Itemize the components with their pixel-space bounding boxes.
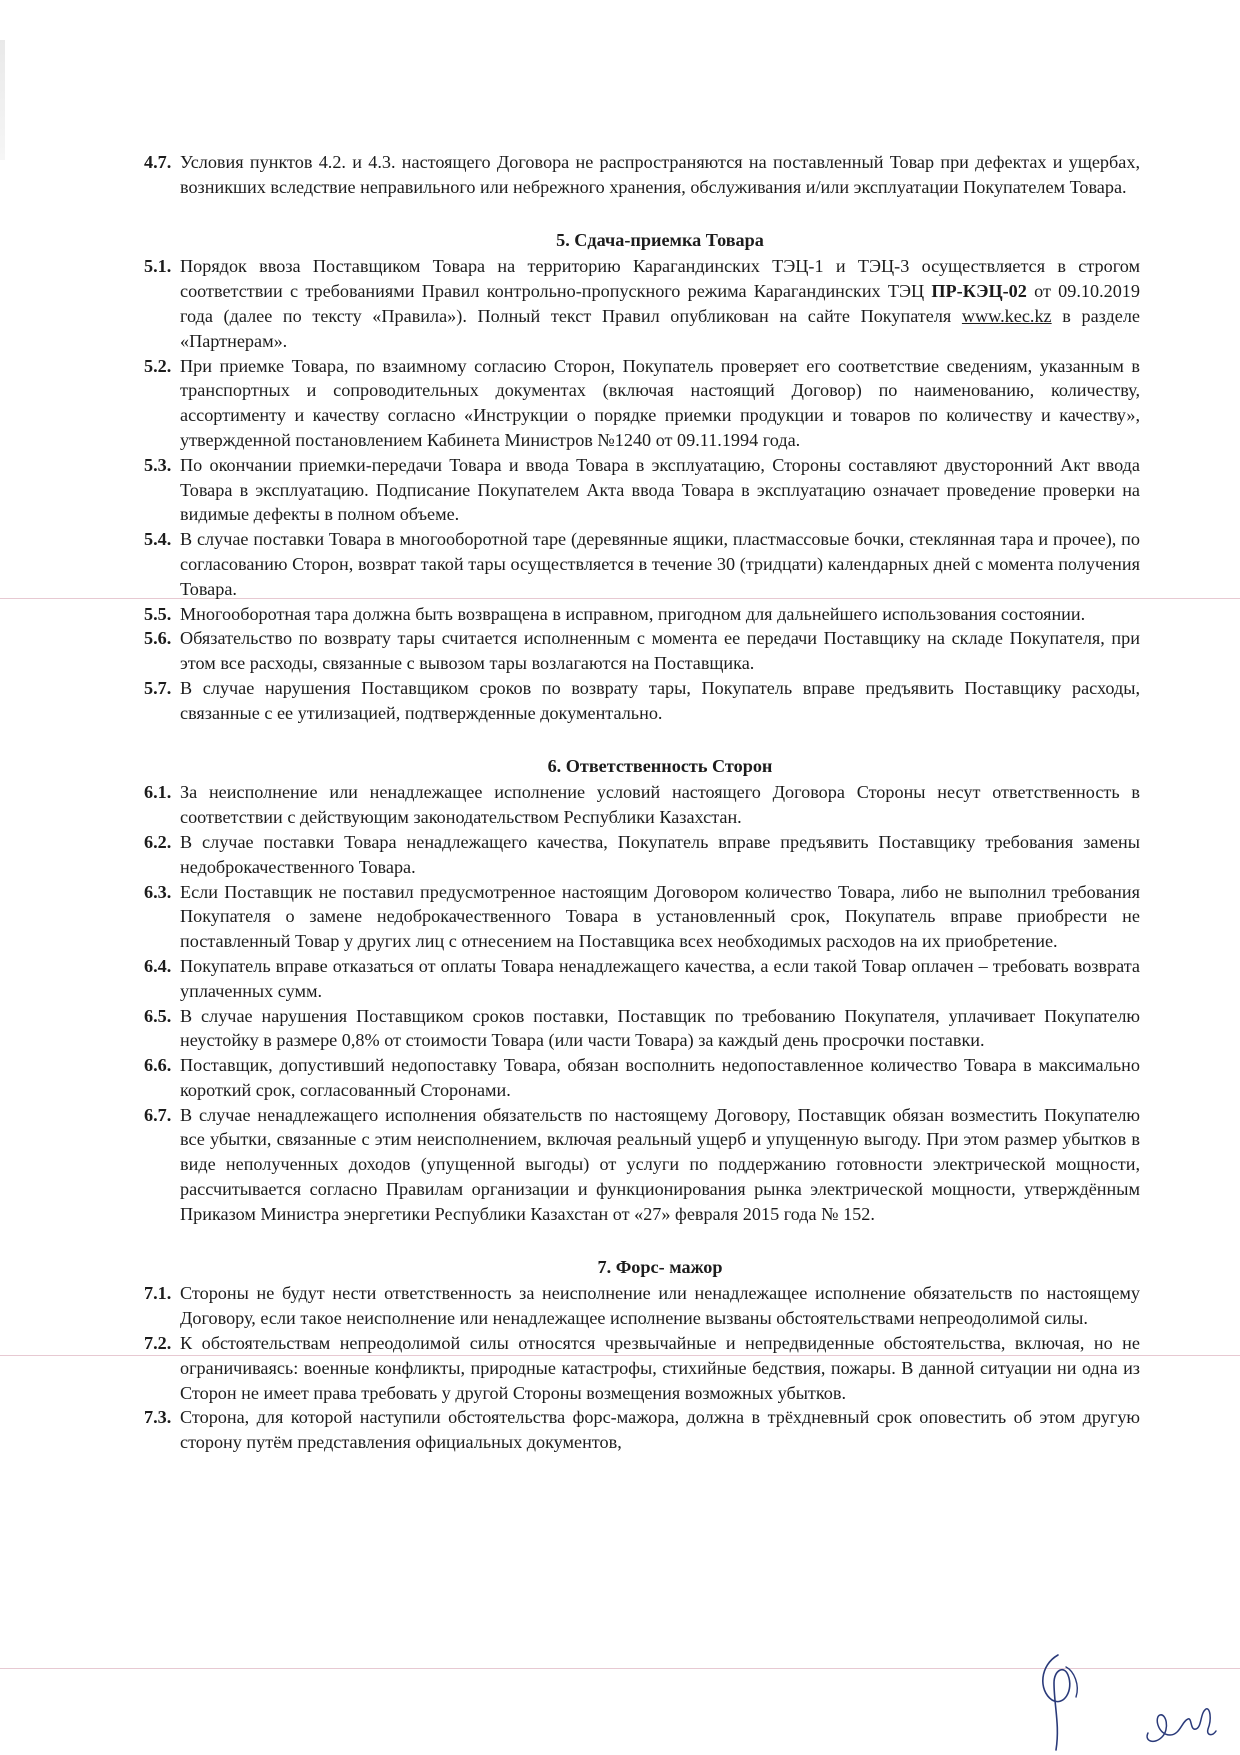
clause-number: 7.2. xyxy=(144,1333,172,1354)
clause-number: 6.7. xyxy=(144,1104,172,1125)
clause-text: Покупатель вправе отказаться от оплаты Товара ненадлежащего качества, а если такой Товар оплачен – требовать возврата уплаченных сумм. xyxy=(180,955,1140,1001)
clause-number: 6.6. xyxy=(144,1055,172,1076)
section-heading: 5. Сдача-приемка Товара xyxy=(556,229,764,250)
clause-text: Стороны не будут нести ответственность за неисполнение или ненадлежащее исполнение обязательств по настоящему Договору, если такое неисполнение или ненадлежащее исполнение вызваны обстоятельствами непреодолимой силы. xyxy=(180,1283,1140,1329)
clause-number: 5.2. xyxy=(144,355,172,376)
clause-number: 5.5. xyxy=(144,603,172,624)
signature-mark xyxy=(1140,1695,1220,1750)
clause-number: 7.3. xyxy=(144,1407,172,1428)
clause xyxy=(144,880,1140,954)
clause-number: 6.5. xyxy=(144,1005,172,1026)
clause xyxy=(144,527,1140,601)
clause-text: Многооборотная тара должна быть возвращена в исправном, пригодном для дальнейшего использования состоянии. xyxy=(180,603,1086,624)
clause-text: Поставщик, допустивший недопоставку Товара, обязан восполнить недопоставленное количество Товара в максимально короткий срок, согласованный Сторонами. xyxy=(180,1055,1140,1100)
clause xyxy=(144,1281,1140,1331)
clause-text-part: Порядок ввоза Поставщиком Товара на территорию Карагандинских ТЭЦ-1 и ТЭЦ-3 осуществляется в строгом соответствии с требованиями Правил контрольно-пропускного режима Карагандинских ТЭЦ xyxy=(180,256,1140,302)
clause-text: В случае поставки Товара ненадлежащего качества, Покупатель вправе предъявить Поставщику требования замены недоброкачественного Товара. xyxy=(180,831,1140,877)
clause-text: Сторона, для которой наступили обстоятельства форс-мажора, должна в трёхдневный срок оповестить об этом другую сторону путём представления официальных документов, xyxy=(180,1407,1140,1453)
clause xyxy=(144,1004,1140,1054)
section-4 xyxy=(144,150,1140,200)
section-7 xyxy=(144,1255,1140,1455)
clause xyxy=(144,1331,1140,1405)
clause-text: В случае нарушения Поставщиком сроков по возврату тары, Покупатель вправе предъявить Поставщику расходы, связанные с ее утилизацией, подтвержденные документально. xyxy=(180,677,1140,723)
clause-number: 6.4. xyxy=(144,955,172,976)
handwritten-initial-mark xyxy=(1030,1645,1090,1755)
clause xyxy=(144,1405,1140,1455)
clause-text: Обязательство по возврату тары считается исполненным с момента ее передачи Поставщику на складе Покупателя, при этом все расходы, связанные с вывозом тары возлагаются на Поставщика. xyxy=(180,628,1140,674)
clause-text: За неисполнение или ненадлежащее исполнение условий настоящего Договора Стороны несут ответственность в соответствии с действующим законодательством Республики Казахстан. xyxy=(180,782,1140,828)
clause-text: Условия пунктов 4.2. и 4.3. настоящего Договора не распространяются на поставленный Товар при дефектах и ущербах, возникших вследствие неправильного или небрежного хранения, обслуживания и/или эксплуатации Покупателем Товара. xyxy=(180,152,1140,197)
clause xyxy=(144,830,1140,880)
clause xyxy=(144,602,1140,627)
clause xyxy=(144,676,1140,726)
clause-text xyxy=(180,254,1140,353)
clause xyxy=(144,354,1140,453)
scan-edge-shadow xyxy=(0,40,5,160)
clause xyxy=(144,1053,1140,1103)
clause-text: В случае поставки Товара в многооборотной таре (деревянные ящики, пластмассовые бочки, стеклянная тара и прочее), по согласованию Сторон, возврат такой тары осуществляется в течение 30 (тридцати) календарных дней с момента получения Товара. xyxy=(180,529,1140,599)
clause-number: 5.4. xyxy=(144,529,172,550)
clause-number: 4.7. xyxy=(144,152,172,172)
clause-text: По окончании приемки-передачи Товара и ввода Товара в эксплуатацию, Стороны составляют двусторонний Акт ввода Товара в эксплуатацию. Подписание Покупателем Акта ввода Товара в эксплуатацию означает проведение проверки на видимые дефекты в полном объеме. xyxy=(180,454,1140,525)
website-link[interactable]: www.kec.kz xyxy=(961,305,1052,326)
clause-text: В случае ненадлежащего исполнения обязательств по настоящему Договору, Поставщик обязан возместить Покупателю все убытки, связанные с этим неисполнением, включая реальный ущерб и упущенную выгоду. При этом размер убытков в виде неполученных доходов (упущенной выгоды) от услуги по поддержанию готовности электрической мощности, рассчитывается согласно Правилам организации и функционирования рынка электрической мощности, утверждённым Приказом Министра энергетики Республики Казахстан от «27» февраля 2015 года № 152. xyxy=(180,1104,1140,1224)
clause xyxy=(144,780,1140,830)
section-5 xyxy=(144,228,1140,726)
clause-number: 6.2. xyxy=(144,831,172,852)
clause-text: При приемке Товара, по взаимному согласию Сторон, Покупатель проверяет его соответствие сведениям, указанным в транспортных и сопроводительных документах (включая настоящий Договор) по наименованию, количеству, ассортименту и качеству согласно «Инструкции о порядке приемки продукции и товаров по количеству и качеству», утвержденной постановлением Кабинета Министров №1240 от 09.11.1994 года. xyxy=(180,355,1140,450)
clause-text: В случае нарушения Поставщиком сроков поставки, Поставщик по требованию Покупателя, уплачивает Покупателю неустойку в размере 0,8% от стоимости Товара (или части Товара) за каждый день просрочки поставки. xyxy=(180,1005,1140,1051)
section-heading: 6. Ответственность Сторон xyxy=(547,755,773,776)
clause-number: 7.1. xyxy=(144,1283,172,1304)
clause xyxy=(144,254,1140,353)
clause-number: 5.7. xyxy=(144,677,172,698)
clause xyxy=(144,954,1140,1004)
rule-code: ПР-КЭЦ-02 xyxy=(931,281,1027,302)
clause-text-part: от 09.10.2019 года (далее по тексту «Правила»). Полный текст Правил опубликован на сайте Покупателя xyxy=(180,281,1140,326)
clause xyxy=(144,453,1140,527)
clause-text: Если Поставщик не поставил предусмотренное настоящим Договором количество Товара, либо не выполнил требования Покупателя о замене недоброкачественного Товара в установленный срок, Покупатель вправе приобрести не поставленный Товар у других лиц с отнесением на Поставщика всех необходимых расходов на их приобретение. xyxy=(180,881,1140,952)
document-body xyxy=(144,150,1140,1455)
section-6 xyxy=(144,754,1140,1227)
clause xyxy=(144,150,1140,200)
section-heading: 7. Форс- мажор xyxy=(597,1256,723,1277)
clause xyxy=(144,626,1140,676)
clause-number: 6.1. xyxy=(144,782,172,803)
clause-number: 5.3. xyxy=(144,454,172,475)
clause-number: 5.1. xyxy=(144,256,172,277)
clause-number: 5.6. xyxy=(144,628,172,649)
clause-number: 6.3. xyxy=(144,881,172,902)
clause-text-part: в разделе «Партнерам». xyxy=(180,305,1140,351)
clause xyxy=(144,1103,1140,1227)
clause-text: К обстоятельствам непреодолимой силы относятся чрезвычайные и непредвиденные обстоятельства, включая, но не ограничиваясь: военные конфликты, природные катастрофы, стихийные бедствия, пожары. В данной ситуации ни одна из Сторон не имеет права требовать у другой Стороны возмещения возможных убытков. xyxy=(180,1333,1140,1403)
